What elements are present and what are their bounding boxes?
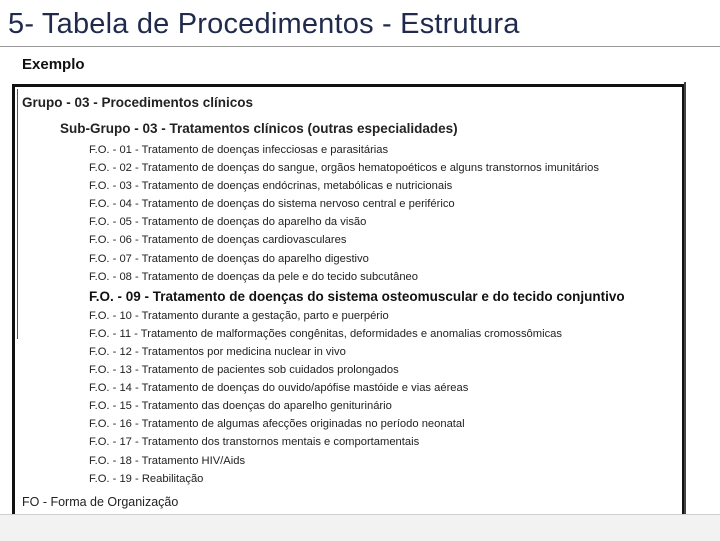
list-item: F.O. - 05 - Tratamento de doenças do aparelho da visão [89, 216, 367, 229]
group-heading: Grupo - 03 - Procedimentos clínicos [22, 95, 254, 110]
organization-form-list [89, 141, 625, 488]
example-label: Exemplo [22, 56, 85, 73]
list-item: F.O. - 13 - Tratamento de pacientes sob cuidados prolongados [89, 364, 399, 377]
list-item: F.O. - 18 - Tratamento HIV/Aids [89, 454, 246, 467]
footnote: FO - Forma de Organização [22, 495, 179, 509]
list-item: F.O. - 17 - Tratamento dos transtornos mentais e comportamentais [89, 436, 420, 449]
slide-title: 5- Tabela de Procedimentos - Estrutura [8, 8, 520, 40]
frame-inner-line [17, 89, 18, 339]
subgroup-heading: Sub-Grupo - 03 - Tratamentos clínicos (outras especialidades) [60, 121, 458, 136]
list-item-highlighted: F.O. - 09 - Tratamento de doenças do sistema osteomuscular e do tecido conjuntivo [89, 288, 625, 304]
title-divider [0, 46, 720, 47]
list-item: F.O. - 08 - Tratamento de doenças da pele e do tecido subcutâneo [89, 270, 418, 283]
list-item: F.O. - 19 - Reabilitação [89, 472, 204, 485]
list-item: F.O. - 02 - Tratamento de doenças do sangue, orgãos hematopoéticos e alguns transtornos imunitários [89, 162, 599, 175]
bottom-strip [0, 514, 720, 541]
list-item: F.O. - 10 - Tratamento durante a gestação, parto e puerpério [89, 309, 389, 322]
list-item: F.O. - 14 - Tratamento de doenças do ouvido/apófise mastóide e vias aéreas [89, 382, 469, 395]
frame-right-edge [684, 82, 686, 520]
list-item: F.O. - 07 - Tratamento de doenças do aparelho digestivo [89, 252, 369, 265]
list-item: F.O. - 03 - Tratamento de doenças endócrinas, metabólicas e nutricionais [89, 180, 453, 193]
list-item: F.O. - 11 - Tratamento de malformações congênitas, deformidades e anomalias cromossômicas [89, 327, 562, 340]
list-item: F.O. - 12 - Tratamentos por medicina nuclear in vivo [89, 345, 346, 358]
list-item: F.O. - 06 - Tratamento de doenças cardiovasculares [89, 234, 347, 247]
list-item: F.O. - 04 - Tratamento de doenças do sistema nervoso central e periférico [89, 198, 455, 211]
list-item: F.O. - 01 - Tratamento de doenças infecciosas e parasitárias [89, 144, 389, 156]
list-item: F.O. - 15 - Tratamento das doenças do aparelho geniturinário [89, 400, 392, 413]
list-item: F.O. - 16 - Tratamento de algumas afecções originadas no período neonatal [89, 418, 465, 431]
